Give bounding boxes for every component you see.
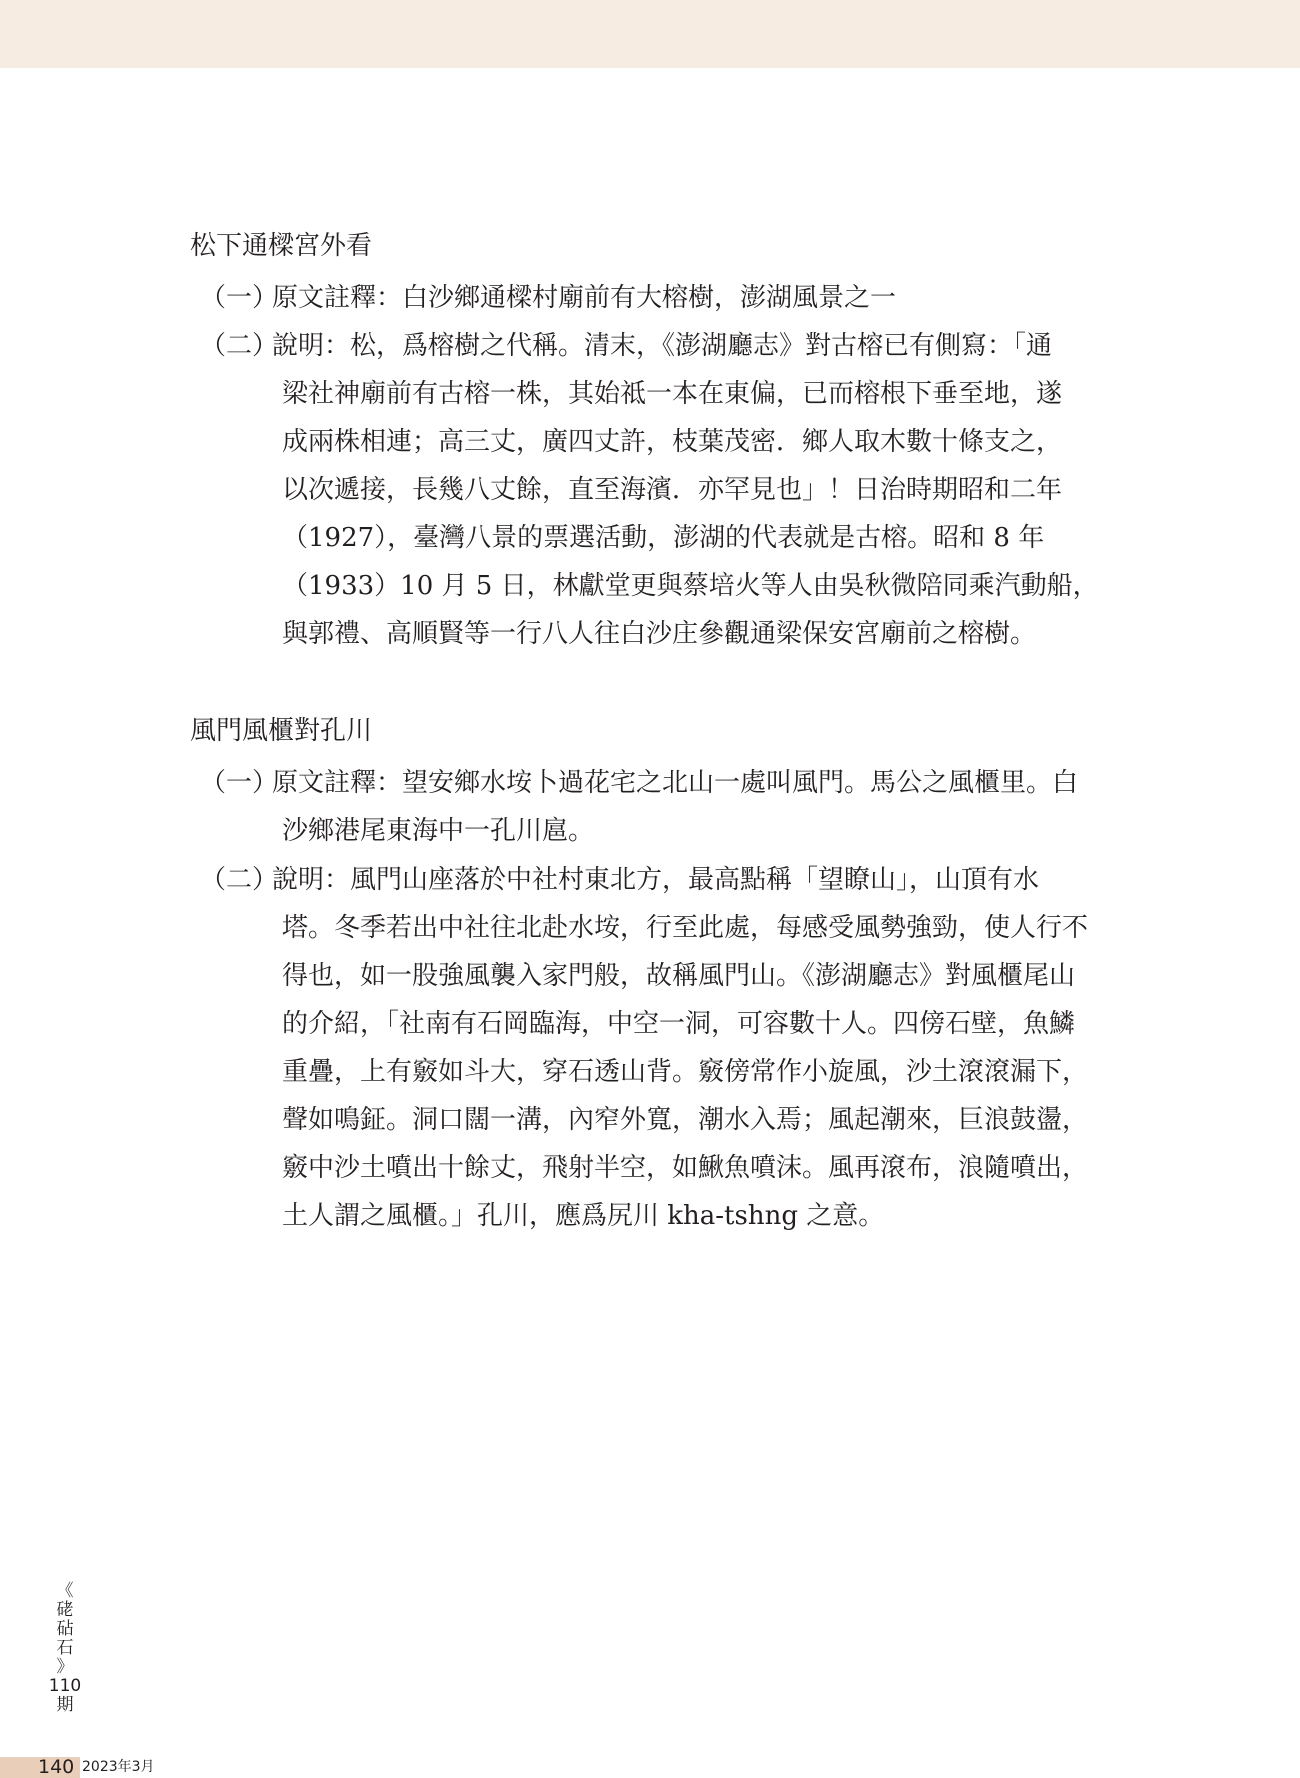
- text-line: 的介紹，「社南有石岡臨海，中空一洞，可容數十人。四傍石壁，魚鱗: [282, 1009, 1076, 1039]
- text-line: 說明：松，爲榕樹之代稱。清末，《澎湖廳志》對古榕已有側寫：「通: [272, 331, 1053, 361]
- page-number: 140: [38, 1756, 75, 1778]
- item-text: [272, 274, 896, 322]
- text-line: 梁社神廟前有古榕一株，其始祗一本在東偏，已而榕根下垂至地，遂: [282, 379, 1063, 409]
- text-line: （1927），臺灣八景的票選活動，澎湖的代表就是古榕。昭和 8 年: [282, 523, 1045, 553]
- header-band: [0, 0, 1300, 68]
- text-line: 塔。冬季若出中社往北赴水垵，行至此處，每感受風勢強勁，使人行不: [282, 913, 1089, 943]
- item-marker: （二）: [200, 331, 279, 361]
- item-text: [272, 856, 1088, 1240]
- text-line: 以次遞接，長幾八丈餘，直至海濱．亦罕見也」！日治時期昭和二年: [282, 475, 1063, 505]
- issue-date: 2023年3月: [82, 1759, 155, 1775]
- text-line: 土人謂之風櫃。」孔川，應爲尻川 kha-tshng 之意。: [282, 1201, 885, 1231]
- publication-title-char: 硓: [56, 1600, 74, 1620]
- item-marker: （一）: [200, 283, 279, 313]
- publication-title-char: 》: [56, 1657, 74, 1677]
- publication-title-vertical: [48, 1582, 82, 1715]
- item-text: [272, 322, 1099, 658]
- text-line: 成兩株相連；高三丈，廣四丈許，枝葉茂密．鄉人取木數十條支之，: [282, 427, 1063, 457]
- item-marker: （一）: [200, 768, 279, 798]
- text-line: 與郭禮、高順賢等一行八人往白沙庄參觀通梁保安宮廟前之榕樹。: [282, 619, 1037, 649]
- issue-suffix: 期: [56, 1695, 74, 1715]
- text-line: 竅中沙土噴出十餘丈，飛射半空，如鰍魚噴沫。風再滾布，浪隨噴出，: [282, 1153, 1089, 1183]
- text-line: 說明：風門山座落於中社村東北方，最高點稱「望瞭山」，山頂有水: [272, 865, 1040, 895]
- section-title: 風門風櫃對孔川: [190, 716, 373, 746]
- section-title: 松下通樑宮外看: [190, 231, 373, 261]
- text-line: （1933）10 月 5 日，林獻堂更與蔡培火等人由吳秋微陪同乘汽動船，: [282, 571, 1099, 601]
- publication-title-char: 砧: [56, 1619, 74, 1639]
- text-line: 沙鄉港尾東海中一孔川扈。: [282, 816, 595, 846]
- text-line: 重疊，上有竅如斗大，穿石透山背。竅傍常作小旋風，沙土滾滾漏下，: [282, 1057, 1089, 1087]
- text-line: 原文註釋：白沙鄉通樑村廟前有大榕樹，澎湖風景之一: [272, 283, 897, 313]
- item-marker: （二）: [200, 865, 279, 895]
- text-line: 得也，如一股強風襲入家門般，故稱風門山。《澎湖廳志》對風櫃尾山: [282, 961, 1076, 991]
- publication-title-char: 石: [56, 1638, 74, 1658]
- publication-title-char: 《: [56, 1581, 74, 1601]
- issue-number: 110: [48, 1676, 82, 1696]
- text-line: 原文註釋：望安鄉水垵卜過花宅之北山一處叫風門。馬公之風櫃里。白: [272, 768, 1079, 798]
- text-line: 聲如鳴鉦。洞口闊一溝，內窄外寬，潮水入焉；風起潮來，巨浪鼓盪，: [282, 1105, 1089, 1135]
- item-text: [272, 759, 1078, 855]
